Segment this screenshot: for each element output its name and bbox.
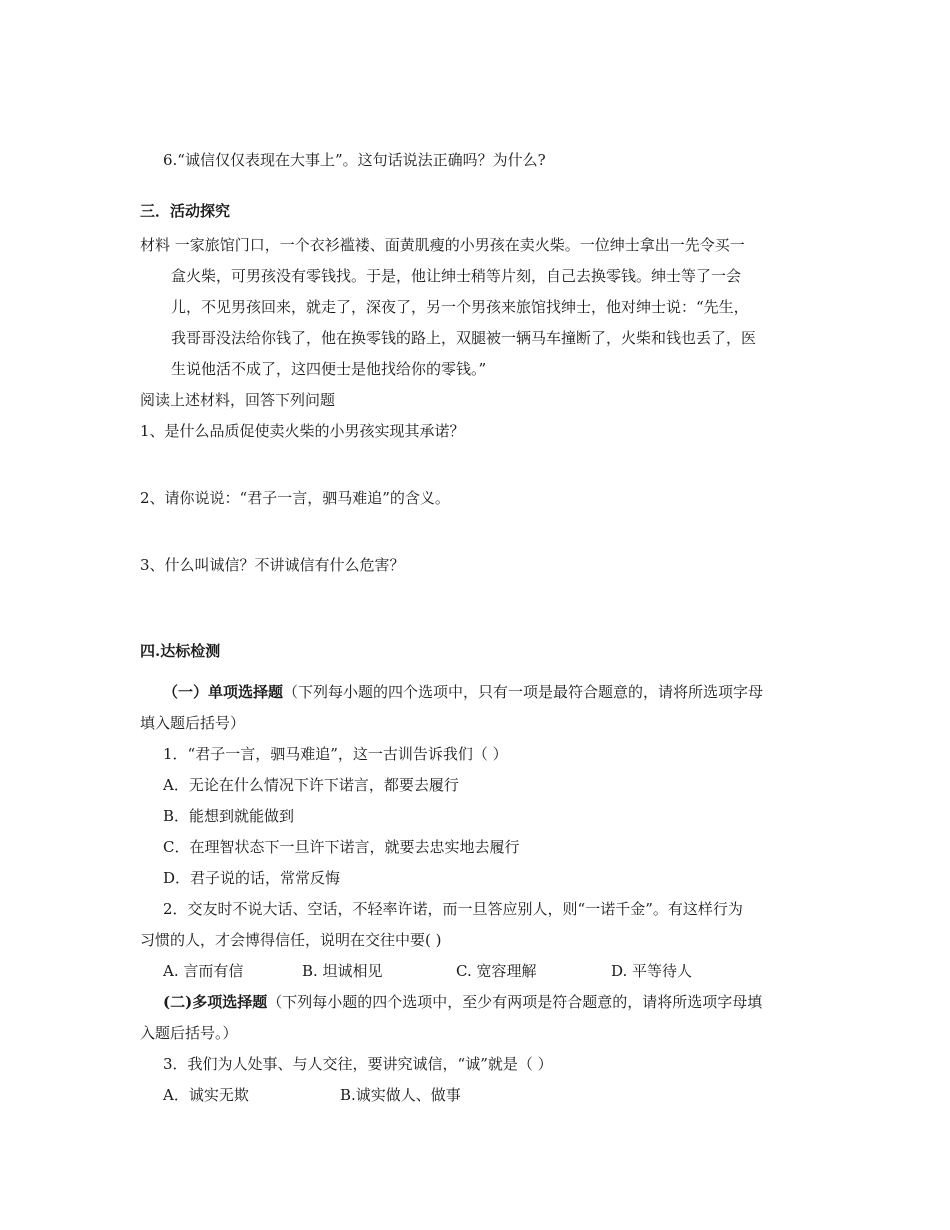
part-1-desc-cont: 填入题后括号）	[140, 714, 246, 732]
section-3-heading: 三．活动探究	[140, 202, 231, 220]
activity-question: 3、什么叫诚信？不讲诚信有什么危害？	[140, 556, 405, 574]
q2-stem: 2．交友时不说大话、空话，不轻率许诺，而一旦答应别人，则“一诺千金”。有这样行为	[163, 900, 743, 918]
q2-stem-cont: 习惯的人，才会博得信任，说明在交往中要( )	[140, 931, 442, 949]
part-2-intro	[163, 992, 762, 1012]
material-line: 生说他活不成了，这四便士是他找给你的零钱。”	[171, 360, 487, 378]
q2-option: C. 宽容理解	[456, 962, 537, 980]
q2-option: A. 言而有信	[163, 962, 244, 980]
material-line: 盒火柴，可男孩没有零钱找。于是，他让绅士稍等片刻，自己去换零钱。绅士等了一会	[171, 267, 742, 285]
q3-option: B.诚实做人、做事	[340, 1086, 461, 1104]
section-4-heading: 四.达标检测	[140, 642, 221, 660]
material-line: 我哥哥没法给你钱了，他在换零钱的路上，双腿被一辆马车撞断了，火柴和钱也丢了，医	[171, 329, 757, 347]
q2-option: B. 坦诚相见	[302, 962, 383, 980]
question-6: 6.“诚信仅仅表现在大事上”。这句话说法正确吗？为什么?	[163, 151, 546, 169]
q1-stem: 1．“君子一言，驷马难追”，这一古训告诉我们（ ）	[163, 745, 508, 763]
part-2-desc-cont: 入题后括号。）	[140, 1024, 238, 1042]
part-1-title: （一）单项选择题	[163, 683, 284, 701]
part-1-intro	[163, 682, 763, 702]
part-2-desc: （下列每小题的四个选项中，至少有两项是符合题意的，请将所选项字母填	[267, 993, 763, 1011]
material-line: 儿，不见男孩回来，就走了，深夜了，另一个男孩来旅馆找绅士，他对绅士说：“先生，	[171, 298, 749, 316]
q1-option: B．能想到就能做到	[163, 807, 295, 825]
q1-option: A．无论在什么情况下许下诺言，都要去履行	[163, 776, 459, 794]
material-line: 材料 一家旅馆门口，一个衣衫褴褛、面黄肌瘦的小男孩在卖火柴。一位绅士拿出一先令买一	[140, 236, 745, 254]
q1-option: D．君子说的话，常常反悔	[163, 869, 341, 887]
part-1-desc: （下列每小题的四个选项中，只有一项是最符合题意的，请将所选项字母	[283, 683, 764, 701]
q3-option: A．诚实无欺	[163, 1086, 249, 1104]
activity-question: 1、是什么品质促使卖火柴的小男孩实现其承诺？	[140, 422, 465, 440]
q3-stem: 3．我们为人处事、与人交往，要讲究诚信，“诚”就是（ ）	[163, 1055, 553, 1073]
q1-option: C．在理智状态下一旦许下诺言，就要去忠实地去履行	[163, 838, 520, 856]
q2-option: D. 平等待人	[611, 962, 693, 980]
reading-instruction: 阅读上述材料，回答下列问题	[140, 391, 336, 409]
activity-question: 2、请你说说：“君子一言，驷马难追”的含义。	[140, 489, 450, 507]
part-2-title: (二)多项选择题	[163, 993, 268, 1011]
